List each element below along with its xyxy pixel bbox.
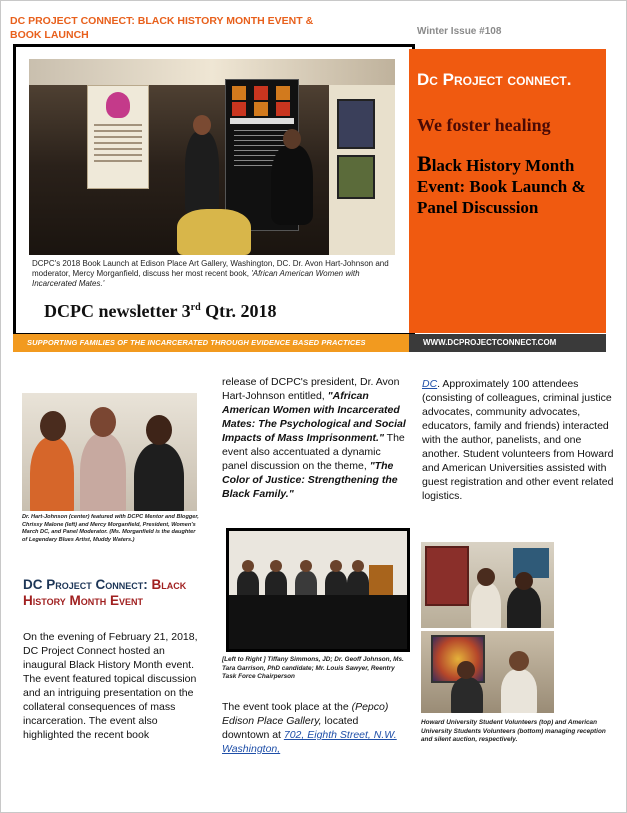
article-column-2-bottom: The event took place at the (Pepco) Edison Place Gallery, located downtown at 702, Eighth Street, N.W. Washington, [222,701,397,755]
guests-photo [22,393,197,511]
howard-volunteers-photo [421,542,554,628]
newsletter-quarter-label: DCPC newsletter 3rd Qtr. 2018 [44,301,277,321]
article-column-2-top: release of DCPC's president, Dr. Avon Hart-Johnson entitled, "African American Women with Incarcerated Mates: The Psychological and Social Impacts of Mass Imprisonment." The event also accentuated a dynamic panel discussion on the theme, "The Color of Justice: Strengthening the Black Family." [222,376,406,500]
newsletter-header-title: DC PROJECT CONNECT: BLACK HISTORY MONTH EVENT & BOOK LAUNCH [10,15,314,41]
hero-section [13,44,415,336]
orange-title-panel [409,49,606,333]
website-url[interactable]: WWW.DCPROJECTCONNECT.COM [423,338,557,347]
mission-band: SUPPORTING FAMILIES OF THE INCARCERATED THROUGH EVIDENCE BASED PRACTICES [13,334,409,352]
guests-photo-caption: Dr. Hart-Johnson (center) featured with DCPC Mentor and Blogger, Chrissy Malone (left) and Mercy Morganfield, President, Women's March DC, and Panel Moderator. (Ms. Morganfield is the daughter of Legendary Blues Artist, Muddy Waters.) [22,514,199,543]
book-launch-photo [29,59,395,255]
issue-number: Winter Issue #108 [417,26,502,37]
event-headline: Black History Month Event: Book Launch & Panel Discussion [417,151,586,217]
panel-discussion-photo [226,528,410,652]
tagline: We foster healing [417,115,551,135]
panel-photo-caption: [Left to Right ] Tiffany Simmons, JD; Dr. Geoff Johnson, Ms. Tara Garrison, PhD candidate; Mr. Louis Sawyer, Reentry Task Force Chairperson [222,656,404,681]
address-link[interactable]: 702, Eighth Street, N.W. Washington, [222,729,397,755]
dc-link[interactable]: DC [422,378,438,390]
article-column-1: On the evening of February 21, 2018, DC Project Connect hosted an inaugural Black History Month event. The event featured topical discussion and an intriguing presentation on the collateral consequences of mass incarceration. The event also highlighted the recent book [23,631,198,741]
website-band [409,334,606,352]
brand-name: Dc Project connect. [417,70,572,89]
american-volunteers-photo [421,631,554,713]
hero-photo-caption: DCPC's 2018 Book Launch at Edison Place Art Gallery, Washington, DC. Dr. Avon Hart-Johnson and moderator, Mercy Morganfield, discuss her most recent book, 'African American Women with Incarcerated Mates.' [32,259,389,288]
article-column-3: DC. Approximately 100 attendees (consisting of colleagues, criminal justice advocates, community advocates, educators, family and friends) interacted with the author, panelists, and one another. Student volunteers from Howard and American Universities assisted with guest registration and other event related logistics. [422,378,614,502]
volunteers-photo-caption: Howard University Student Volunteers (top) and American University Students Volunteers (bottom) managing reception and silent auction, respectively. [421,719,606,744]
section-heading: DC Project Connect: Black History Month Event [23,577,187,608]
